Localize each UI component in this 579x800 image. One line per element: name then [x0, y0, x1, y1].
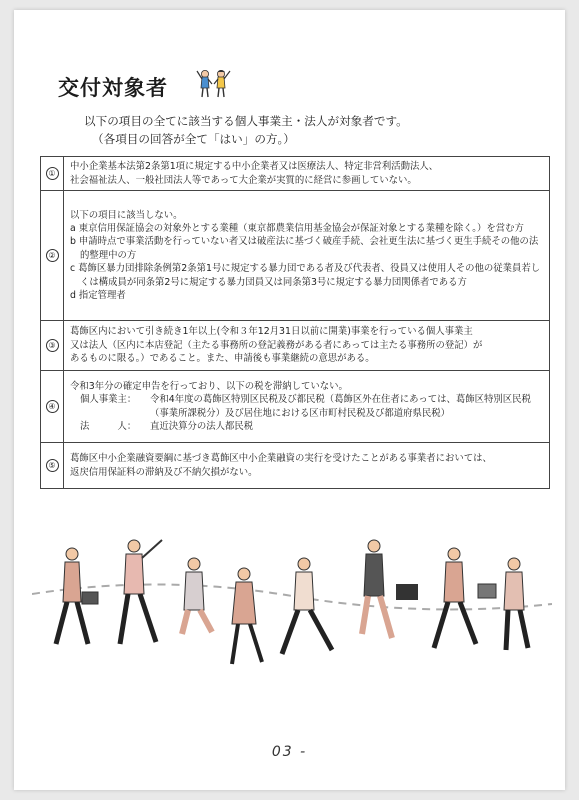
row-content: 令和3年分の確定申告を行っており、以下の税を滞納していない。 個人事業主： 令和4年度の葛飾区特別区民税及び都民税（葛飾区外在住者にあっては、葛飾区特別区民税（事業所課税分）及び居住地における区市町村民税及び都道府県民税） 法 人： 直近決算分の法人都民税 [64, 371, 550, 443]
row-number: ③ [41, 321, 64, 371]
intro-line-1: 以下の項目の全てに該当する個人事業主・法人が対象者です。 [84, 114, 408, 128]
tax-item: 法 人： 直近決算分の法人都民税 [80, 420, 254, 432]
runner-figure [232, 568, 262, 664]
runner-figure [120, 540, 162, 644]
row-number: ② [41, 191, 64, 321]
list-item: d 指定管理者 [70, 290, 126, 302]
runner-figure [434, 548, 496, 648]
row-number: ⑤ [41, 443, 64, 489]
runner-figure [504, 558, 528, 650]
list-item: c 葛飾区暴力団排除条例第2条第1号に規定する暴力団である者及び代表者、役員又は使用人その他の従業員若しくは構成員が同条第2号に規定する暴力団員又は同条第3号に規定する暴力団関係者である方 [70, 263, 541, 288]
table-row [41, 321, 550, 371]
list-item: b 申請時点で事業活動を行っていない者又は破産法に基づく破産手続、会社更生法に基づく更生手続その他の法的整理中の方 [70, 236, 539, 261]
runner-figure [56, 548, 98, 644]
runner-figure [282, 558, 332, 654]
tax-item: 個人事業主： 令和4年度の葛飾区特別区民税及び都民税（葛飾区外在住者にあっては、葛飾区特別区民税（事業所課税分）及び居住地における区市町村民税及び都道府県民税） [80, 394, 531, 419]
page-title: 交付対象者 [58, 72, 168, 102]
row-content: 以下の項目に該当しない。 a 東京信用保証協会の対象外とする業種（東京都農業信用基金協会が保証対象とする業種を除く。）を営む方 b 申請時点で事業活動を行っていない者又は破産法に基づく破産手続、会社更生法に基づく更生手続その他の法的整理中の方 c 葛飾区暴力団排除条例第2条第1号に規定する暴力団である者及び代表者、役員又は使用人その他の従業員若しくは構成員が同条第2号に規定する暴力団員又は同条第3号に規定する暴力団関係者である方 d 指定管理者 [64, 191, 550, 321]
row-number: ① [41, 157, 64, 191]
runner-figure [362, 540, 418, 638]
running-business-people-illustration [32, 534, 552, 684]
intro-line-2: （各項目の回答が全て「はい」の方。） [92, 132, 295, 146]
title-section [58, 72, 168, 102]
document-page [14, 10, 565, 790]
table-row [41, 371, 550, 443]
table-row [41, 191, 550, 321]
page-number: 03 - [271, 744, 308, 760]
table-row [41, 443, 550, 489]
intro-text [84, 112, 408, 148]
runner-figure [182, 558, 212, 634]
list-item: a 東京信用保証協会の対象外とする業種（東京都農業信用基金協会が保証対象とする業種を除く。）を営む方 [70, 222, 524, 234]
row-content: 葛飾区中小企業融資要綱に基づき葛飾区中小企業融資の実行を受けたことがある事業者においては、 返戻信用保証料の滞納及び不納欠損がない。 [64, 443, 550, 489]
row-content: 中小企業基本法第2条第1項に規定する中小企業者又は医療法人、特定非営利活動法人、 社会福祉法人、一般社団法人等であって大企業が実質的に経営に参画していない。 [64, 157, 550, 191]
two-people-cheering-icon [194, 68, 234, 98]
row-content: 葛飾区内において引き続き1年以上(令和３年12月31日以前に開業)事業を行っている個人事業主 又は法人（区内に本店登記（主たる事務所の登記義務がある者にあっては主たる事務所の登記）が あるものに限る。）であること。また、申請後も事業継続の意思がある。 [64, 321, 550, 371]
row-number: ④ [41, 371, 64, 443]
table-row [41, 157, 550, 191]
requirements-table [40, 156, 550, 489]
